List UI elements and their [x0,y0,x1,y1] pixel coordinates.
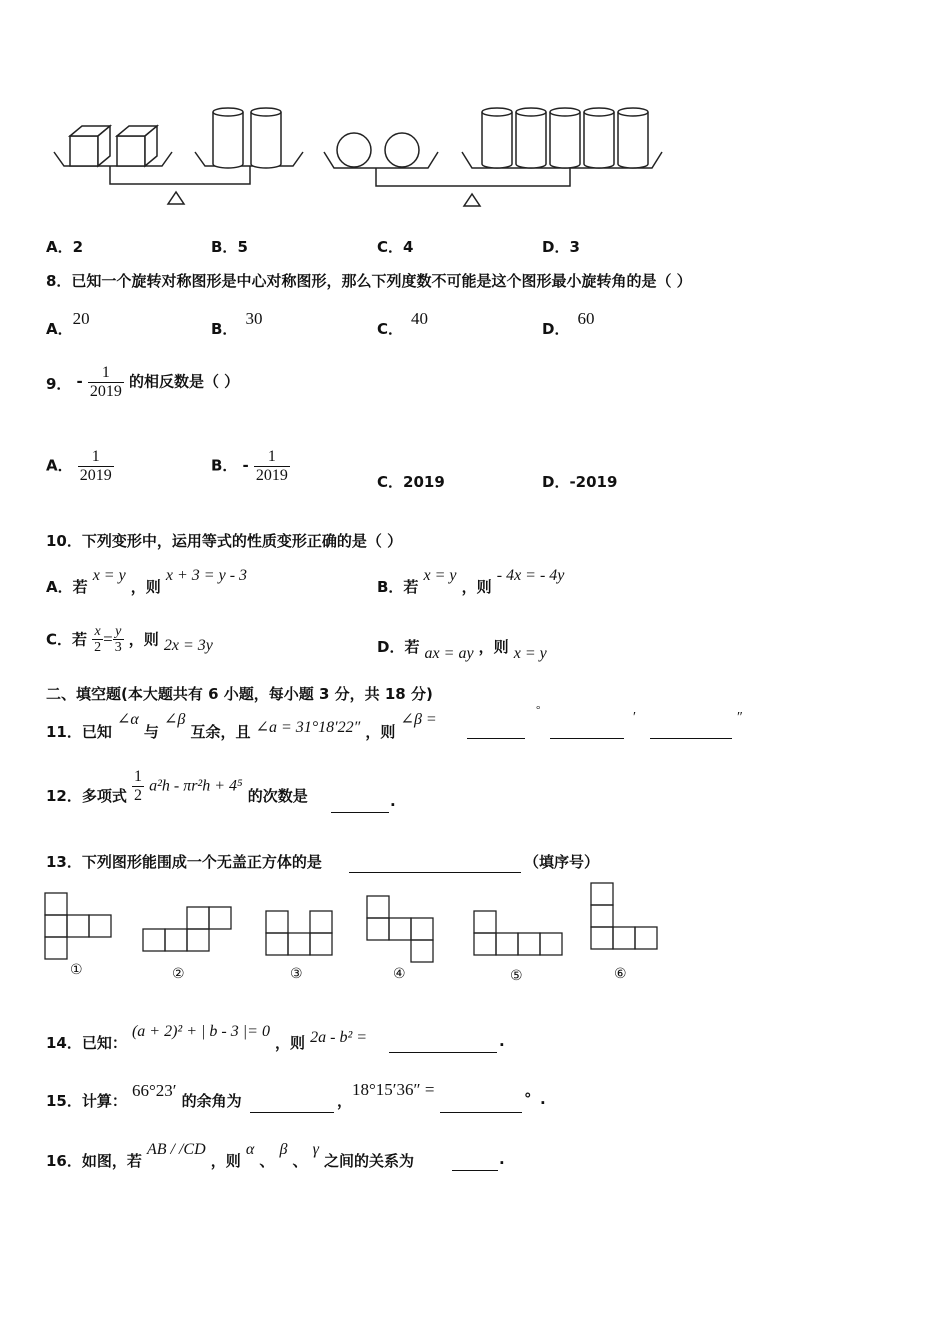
q11-degree-blank[interactable] [467,720,525,739]
period: . [499,1032,505,1050]
fraction-numerator: x [94,624,101,639]
then-word: ，则 [128,630,159,649]
condition: x = y [423,567,457,584]
angle-alpha: ∠α [116,711,139,728]
fraction-x-2 [92,624,103,656]
q14-answer-blank[interactable] [389,1034,497,1053]
q7-option-b[interactable] [211,236,248,257]
q15-conversion-blank[interactable] [440,1094,522,1113]
option-value: 2 [72,238,84,256]
option-prefix: D．若 [377,638,420,656]
option-letter: A． [46,456,73,475]
q8-option-a[interactable] [46,308,90,338]
angle-beta: ∠β [163,711,186,728]
fraction-denominator: 3 [114,640,122,656]
option-letter: D． [542,320,570,338]
option-value: 30 [245,309,263,328]
second-mark: ″ [737,710,743,725]
minus-sign: - [76,372,83,391]
beta-symbol: β [279,1141,288,1158]
option-value: 60 [577,309,595,328]
given-angle: ∠a = 31°18′22″ [255,719,361,736]
fraction-numerator: 1 [267,448,276,465]
net-label: ② [172,966,185,982]
period: . [499,1150,505,1168]
q12 [46,768,308,804]
question-prefix: 15．计算： [46,1092,127,1110]
fraction-numerator: 1 [101,364,110,381]
net-label: ⑥ [614,966,627,982]
q11-second-blank[interactable] [650,720,732,739]
option-value: 3 [569,238,580,256]
fraction-denominator: 2 [133,786,142,804]
period: . [390,792,396,810]
angle-beta-equals: ∠β = [400,711,437,728]
result: - 4x = - 4y [496,567,565,584]
cube-net-5 [473,910,567,960]
condition: ax = ay [424,645,474,662]
q16-answer-blank[interactable] [452,1152,498,1171]
then-word: ，则 [478,638,509,656]
q9-option-b[interactable] [211,448,290,484]
degree-mark: ° [524,1090,532,1108]
q12-answer-blank[interactable] [331,794,389,813]
q9-option-a[interactable] [46,448,114,484]
option-letter: B． [211,320,238,338]
net-label: ③ [290,966,303,982]
q9-option-c[interactable] [377,471,445,492]
result: x + 3 = y - 3 [165,567,248,584]
option-letter: A． [46,320,73,338]
period: . [540,1090,546,1108]
option-prefix: B．若 [377,578,419,596]
cube-net-6 [590,882,662,954]
question-prefix: 12．多项式 [46,786,127,805]
option-value: 20 [72,309,90,328]
option-value: 40 [411,309,429,328]
fraction [254,448,290,484]
q7-option-a[interactable] [46,236,83,257]
degree-mark: ° [536,704,541,716]
fraction-denominator: 2 [94,640,102,656]
condition: AB / /CD [146,1141,206,1158]
q8-stem: 8．已知一个旋转对称图形是中心对称图形，那么下列度数不可能是这个图形最小旋转角的是（ ） [46,272,692,290]
then-word: ，则 [275,1034,306,1052]
option-letter: B． [211,456,238,475]
cube-net-1 [44,892,116,964]
option-letter: A． [46,238,73,256]
fraction [88,364,124,400]
q8-option-c[interactable] [377,308,429,338]
q11 [46,708,437,741]
condition: x = y [92,567,126,584]
cube-net-2 [142,906,236,956]
polynomial: a²h - πr²h + 4⁵ [149,777,243,795]
net-label: ⑤ [510,968,523,984]
complement-text: 互余，且 [190,723,251,741]
then-word: ，则 [365,723,396,741]
cube-net-3 [265,910,337,960]
option-value: -2019 [569,473,618,491]
net-label: ① [70,962,83,978]
q14 [46,1020,368,1052]
q13-answer-blank[interactable] [349,854,521,873]
q10-option-b[interactable] [377,564,565,596]
equals-sign: = [103,629,113,649]
separator: 、 [292,1152,308,1170]
q7-option-d[interactable] [542,236,580,257]
result: x = y [513,645,547,662]
fraction-numerator: 1 [133,768,142,785]
q10-stem: 10．下列变形中，运用等式的性质变形正确的是（ ） [46,532,403,550]
option-value: 2019 [403,473,445,491]
option-prefix: C．若 [46,630,88,649]
q9-option-d[interactable] [542,471,617,492]
question-suffix: 之间的关系为 [324,1152,415,1170]
q8-option-d[interactable] [542,308,595,338]
angle-value: 66°23′ [131,1081,177,1100]
and-word: 与 [143,723,159,741]
fraction-half [132,768,144,804]
angle-conversion: 18°15′36″ = [352,1080,435,1099]
complement-text: 的余角为 [181,1092,242,1110]
section-heading: 二、填空题(本大题共有 6 小题，每小题 3 分，共 18 分) [46,685,433,703]
net-label: ④ [393,966,406,982]
alpha-symbol: α [245,1141,255,1158]
balance-figure-right [320,100,670,210]
fraction-numerator: y [115,624,122,639]
option-letter: C． [377,238,404,256]
question-suffix: 的次数是 [247,786,308,805]
option-value: 5 [237,238,248,256]
option-letter: C． [377,473,404,491]
minus-sign: - [242,456,249,475]
then-word: ，则 [130,578,161,596]
fraction-numerator: 1 [91,448,100,465]
option-prefix: A．若 [46,578,88,596]
fraction-y-3 [113,624,124,656]
condition: (a + 2)² + | b - 3 |= 0 [131,1023,270,1040]
q13-stem: 13．下列图形能围成一个无盖正方体的是 [46,853,322,871]
separator: 、 [259,1152,275,1170]
question-number: 9． [46,374,72,393]
then-word: ，则 [461,578,492,596]
option-letter: C． [377,320,404,338]
q15 [46,1080,242,1110]
comma: ， [337,1092,353,1110]
q8-option-b[interactable] [211,308,263,338]
fraction-denominator: 2019 [89,382,122,400]
question-prefix: 11．已知 [46,723,112,741]
q10-option-a[interactable] [46,564,248,596]
expression: 2a - b² = [310,1029,368,1046]
q16 [46,1138,415,1170]
then-word: ，则 [210,1152,241,1170]
q10-option-c[interactable] [46,624,213,656]
stem-suffix: 的相反数是（ ） [128,372,240,391]
gamma-symbol: γ [312,1141,319,1158]
question-prefix: 16．如图，若 [46,1152,142,1170]
q15-complement-blank[interactable] [250,1094,334,1113]
option-value: 4 [403,238,414,256]
q10-option-d[interactable] [377,636,547,662]
minute-mark: ′ [633,710,637,725]
fraction-denominator: 2019 [79,466,112,484]
q9-stem [46,364,239,400]
option-letter: B． [211,238,238,256]
question-prefix: 14．已知： [46,1034,127,1052]
fill-number-hint: （填序号） [524,853,600,871]
q7-option-c[interactable] [377,236,413,257]
fraction [78,448,114,484]
cube-net-4 [366,895,438,967]
q11-minute-blank[interactable] [550,720,624,739]
option-letter: D． [542,238,570,256]
fraction-denominator: 2019 [255,466,288,484]
result: 2x = 3y [163,637,213,655]
option-letter: D． [542,473,570,491]
balance-figure-left [50,100,310,210]
